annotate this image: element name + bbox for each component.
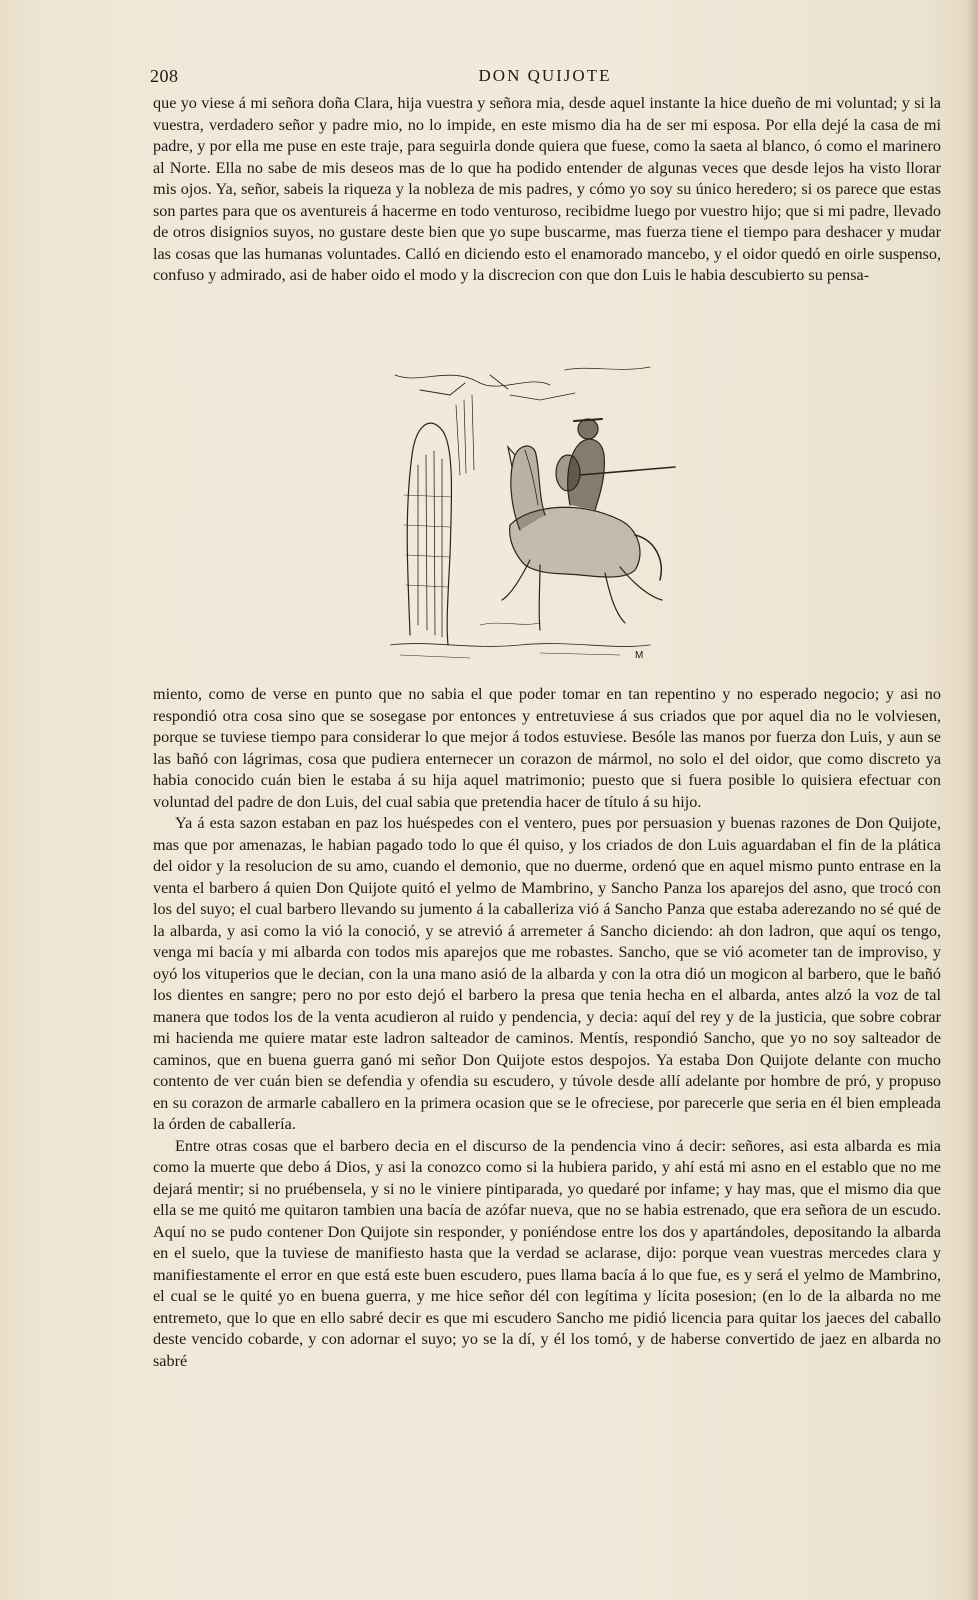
- paragraph: que yo viese á mi señora doña Clara, hija vuestra y señora mia, desde aquel instante la hice dueño de mi voluntad; y si la vuestra, verdadero señor y padre mio, no lo impide, en este mismo dia ha de ser mi esposa. Por ella dejé la casa de mi padre, y por ella me puse en este traje, para seguirla donde quiera que fuese, como la saeta al blanco, ó como el marinero al Norte. Ella no sabe de mis deseos mas de lo que ha podido entender de algunas veces que desde lejos ha visto llorar mis ojos. Ya, señor, sabeis la riqueza y la nobleza de mis padres, y cómo yo soy su único heredero; si os parece que estas son partes para que os aventureis á hacerme en todo venturoso, recibidme luego por vuestro hijo; que si mi padre, llevado de otros disignios suyos, no gustare deste bien que yo supe buscarme, mas fuerza tiene el tiempo para deshacer y mudar las cosas que las humanas voluntades. Calló en diciendo esto el enamorado mancebo, y el oidor quedó en oirle suspenso, confuso y admirado, asi de haber oido el modo y la discrecion con que don Luis le habia descubierto su pensa-: [153, 94, 941, 284]
- engraver-mark: M: [635, 650, 644, 661]
- paragraph: Ya á esta sazon estaban en paz los huéspedes con el ventero, pues por persuasion y buenas razones de Don Quijote, mas que por amenazas, le habian pagado todo lo que él quiso, y los criados de don Luis aguardaban el fin de la plática del oidor y la resolucion de su amo, cuando el demonio, que no duerme, ordenó que en aquel mismo punto entrase en la venta el barbero á quien Don Quijote quitó el yelmo de Mambrino, y Sancho Panza los aparejos del asno, que trocó con los del suyo; el cual barbero llevando su jumento á la caballeriza vió á Sancho Panza que estaba aderezando no sé qué de la albarda, y asi como la vió la conoció, y se atrevió á arremeter á Sancho diciendo: ah don ladron, que aquí os tengo, venga mi bacía y mi albarda con todos mis aparejos que me robastes. Sancho, que se vió acometer tan de improviso, y oyó los vituperios que le decian, con la una mano asió de la albarda y con la otra dió un mogicon al barbero, que le bañó los dientes en sangre; pero no por esto dejó el barbero la presa que tenia hecha en el albarda, antes alzó la voz de tal manera que todos los de la venta acudieron al ruido y pendencia, y decia: aquí del rey y de la justicia, que sobre cobrar mi hacienda me quiere matar este ladron salteador de caminos. Mentís, respondió Sancho, que yo no soy salteador de caminos, que en buena guerra ganó mi señor Don Quijote estos despojos. Ya estaba Don Quijote delante con mucho contento de ver cuán bien se defendia y ofendia su escudero, y túvole desde allí adelante por hombre de pró, y propuso en su corazon de armarle caballero en la primera ocasion que se le ofreciese, por parecerle que seria en él bien empleada la órden de caballería.: [153, 814, 941, 1133]
- paragraph: miento, como de verse en punto que no sabia el que poder tomar en tan repentino y no esperado negocio; y asi no respondió otra cosa sino que se sosegase por entonces y entretuviese á sus criados que por aquel dia no le volviesen, porque se tuviese tiempo para considerar lo que mejor á todos estuviese. Besóle las manos por fuerza don Luis, y aun se las bañó con lágrimas, cosa que pudiera enternecer un corazon de mármol, no solo el del oidor, que como discreto ya habia conocido cuán bien le estaba á su hija aquel matrimonio; puesto que si fuera posible lo quisiera efectuar con voluntad del padre de don Luis, del cual sabia que pretendia hacer de título á su hijo.: [153, 685, 941, 811]
- paragraph: Entre otras cosas que el barbero decia en el discurso de la pendencia vino á decir: señores, asi esta albarda es mia como la muerte que debo á Dios, y asi la conozco como si la hubiera parido, y ahí está mi asno en el establo que no me dejará mentir; si no pruébensela, y si no le viniere pintiparada, yo quedaré por infame; y hay mas, que el mismo dia que ella se me quitó me quitaron tambien una bacía de azófar nueva, que no se habia estrenado, que era señora de un escudo. Aquí no se pudo contener Don Quijote sin responder, y poniéndose entre los dos y apartándoles, depositando la albarda en el suelo, que la tuviese de manifiesto hasta que la verdad se aclarase, dijo: porque vean vuestras mercedes clara y manifiestamente el error en que está este buen escudero, pues llama bacía á lo que fue, es y será el yelmo de Mambrino, el cual se le quité yo en buena guerra, y me hice señor dél con legítima y lícita posesion; (en lo de la albarda no me entremeto, que lo que en ello sabré decir es que mi escudero Sancho me pidió licencia para quitar los jaeces del caballo deste vencido cobarde, y con adornar el suyo; yo se la dí, y él los tomó, y de haberse convertido de jaez en albarda no sabré: [153, 1136, 941, 1370]
- text-block-top: [153, 93, 941, 287]
- page-number: 208: [150, 66, 179, 86]
- page-header: [150, 66, 940, 90]
- running-title: DON QUIJOTE: [478, 66, 612, 85]
- page-edge-shadow: [966, 0, 978, 1600]
- horseman-with-lance-icon: [390, 355, 680, 670]
- text-block-bottom: [153, 684, 941, 1372]
